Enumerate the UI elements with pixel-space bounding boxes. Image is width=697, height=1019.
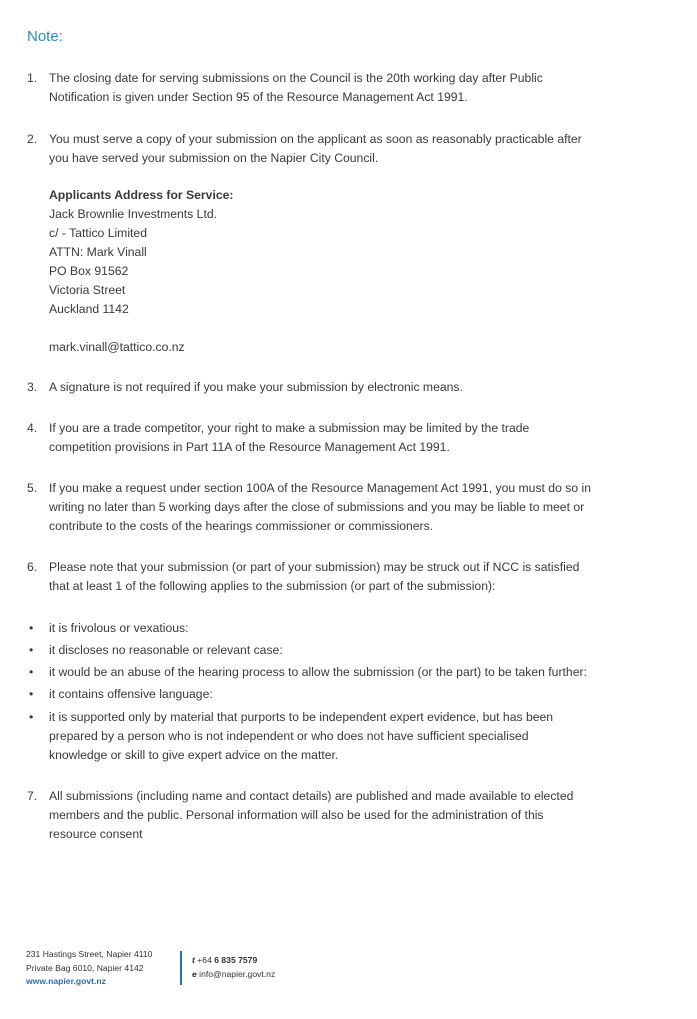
list-item-7	[49, 787, 679, 844]
item-number: 3.	[27, 380, 38, 394]
bullet-item	[49, 663, 679, 682]
footer-address	[26, 948, 152, 989]
item-number: 7.	[27, 789, 38, 803]
list-item-3	[49, 378, 679, 397]
address-heading: Applicants Address for Service:	[49, 188, 234, 202]
item-line: All submissions (including name and contact details) are published and made available to elected	[49, 789, 574, 803]
email-label: e	[192, 969, 197, 979]
item-line: Notification is given under Section 95 of the Resource Management Act 1991.	[49, 90, 468, 104]
phone-prefix: +64	[197, 955, 212, 965]
address-line: Victoria Street	[49, 283, 126, 297]
item-line: If you are a trade competitor, your right to make a submission may be limited by the trade	[49, 421, 530, 435]
item-line: Please note that your submission (or part of your submission) may be struck out if NCC is satisfied	[49, 560, 580, 574]
item-line: that at least 1 of the following applies to the submission (or part of the submission):	[49, 579, 496, 593]
list-item-1	[49, 69, 679, 107]
bullet-item	[49, 708, 679, 765]
bullet-item	[49, 685, 679, 704]
item-number: 5.	[27, 481, 38, 495]
footer-contact	[192, 953, 275, 981]
bullet-line: prepared by a person who is not independent or who does not have sufficient specialised	[49, 729, 529, 743]
page-heading: Note:	[27, 28, 63, 45]
item-line: You must serve a copy of your submission on the applicant as soon as reasonably practicable after	[49, 132, 582, 146]
address-email: mark.vinall@tattico.co.nz	[49, 340, 185, 354]
item-line: If you make a request under section 100A of the Resource Management Act 1991, you must do so in	[49, 481, 591, 495]
item-line: you have served your submission on the Napier City Council.	[49, 151, 379, 165]
address-line: PO Box 91562	[49, 264, 129, 278]
bullet-line: it is supported only by material that purports to be independent expert evidence, but has been	[49, 710, 554, 724]
bullet-icon: •	[29, 710, 34, 724]
list-item-4	[49, 419, 679, 457]
bullet-icon: •	[29, 687, 34, 701]
address-line: ATTN: Mark Vinall	[49, 245, 147, 259]
list-item-5	[49, 479, 679, 536]
bullet-icon: •	[29, 621, 34, 635]
address-line: Jack Brownlie Investments Ltd.	[49, 207, 217, 221]
bullet-line: it would be an abuse of the hearing process to allow the submission (or the part) to be taken further:	[49, 665, 587, 679]
item-number: 4.	[27, 421, 38, 435]
footer-website-link[interactable]: www.napier.govt.nz	[26, 976, 106, 986]
item-line: The closing date for serving submissions on the Council is the 20th working day after Public	[49, 71, 543, 85]
bullet-line: it contains offensive language:	[49, 687, 213, 701]
address-line: Auckland 1142	[49, 302, 129, 316]
bullet-item	[49, 619, 679, 638]
bullet-line: it discloses no reasonable or relevant case:	[49, 643, 283, 657]
bullet-icon: •	[29, 643, 34, 657]
bullet-line: knowledge or skill to give expert advice on the matter.	[49, 748, 339, 762]
item-line: A signature is not required if you make your submission by electronic means.	[49, 380, 463, 394]
applicant-address	[49, 186, 679, 319]
item-number: 6.	[27, 560, 38, 574]
phone-number[interactable]: 6 835 7579	[214, 955, 258, 965]
item-line: competition provisions in Part 11A of the Resource Management Act 1991.	[49, 440, 450, 454]
item-number: 2.	[27, 132, 38, 146]
footer-postal-address: Private Bag 6010, Napier 4142	[26, 962, 144, 973]
list-item-2	[49, 130, 679, 168]
item-line: members and the public. Personal information will also be used for the administration of this	[49, 808, 544, 822]
item-number: 1.	[27, 71, 38, 85]
footer-divider	[180, 951, 182, 985]
item-line: writing no later than 5 working days after the close of submissions and you may be liable to meet or	[49, 500, 585, 514]
bullet-line: it is frivolous or vexatious:	[49, 621, 189, 635]
item-line: resource consent	[49, 827, 143, 841]
bullet-icon: •	[29, 665, 34, 679]
address-line: c/ - Tattico Limited	[49, 226, 147, 240]
list-item-6	[49, 558, 679, 596]
item-line: contribute to the costs of the hearings commissioner or commissioners.	[49, 519, 434, 533]
bullet-item	[49, 641, 679, 660]
footer-email-link[interactable]: info@napier.govt.nz	[199, 969, 276, 979]
phone-label: t	[192, 955, 195, 965]
footer-street-address: 231 Hastings Street, Napier 4110	[26, 949, 153, 959]
